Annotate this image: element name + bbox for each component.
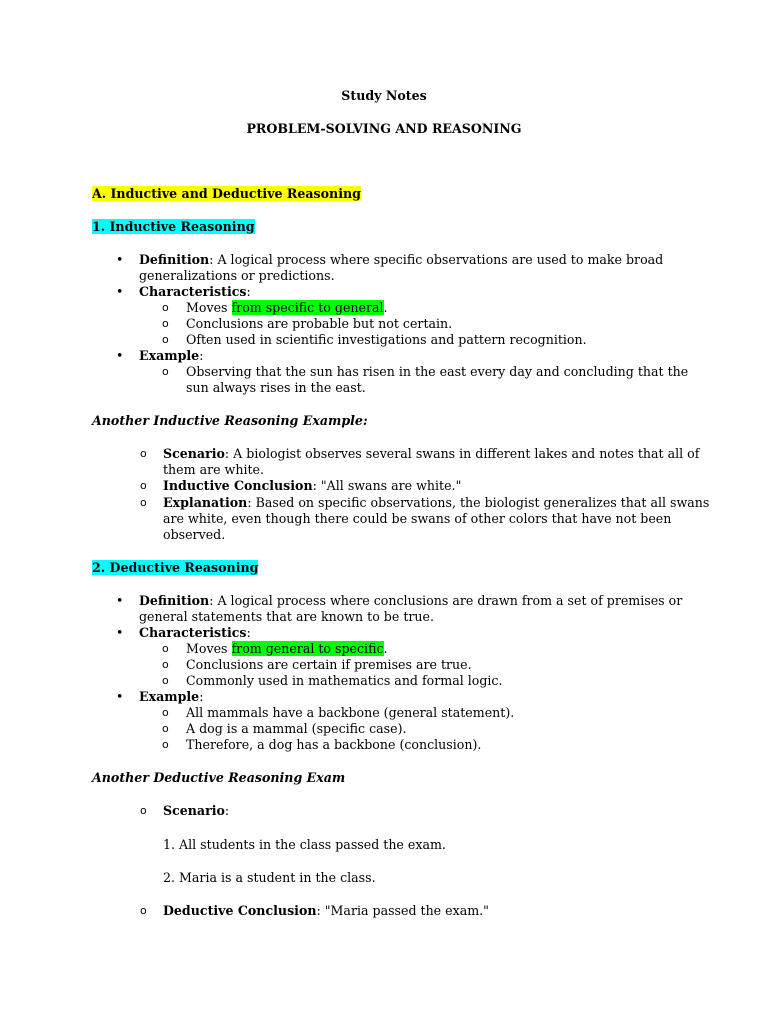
deductive-example-1: All mammals have a backbone (general statement).: [186, 705, 515, 720]
inductive-explanation-cont2: observed.: [163, 527, 226, 542]
inductive-scenario: Scenario: A biologist observes several swans in different lakes and notes that all of: [163, 446, 700, 461]
circle-bullet-icon: o: [162, 301, 169, 314]
inductive-explanation: Explanation: Based on specific observations, the biologist generalizes that all swans: [163, 495, 710, 510]
bullet-icon: •: [116, 689, 124, 704]
circle-bullet-icon: o: [162, 317, 169, 330]
circle-bullet-icon: o: [140, 447, 147, 460]
deductive-scenario-item-1: 1. All students in the class passed the exam.: [163, 837, 446, 852]
inductive-example: Example:: [139, 348, 204, 363]
deductive-definition-cont: general statements that are known to be true.: [139, 609, 434, 624]
inductive-heading: 1. Inductive Reasoning: [92, 219, 255, 234]
circle-bullet-icon: o: [140, 479, 147, 492]
circle-bullet-icon: o: [140, 496, 147, 509]
inductive-char-moves: Moves from specific to general.: [186, 300, 388, 315]
another-deductive-heading: Another Deductive Reasoning Exam: [92, 770, 346, 785]
deductive-example-3: Therefore, a dog has a backbone (conclusion).: [186, 737, 482, 752]
circle-bullet-icon: o: [162, 738, 169, 751]
deductive-scenario: Scenario:: [163, 803, 230, 818]
bullet-icon: •: [116, 348, 124, 363]
deductive-char-2: Conclusions are certain if premises are true.: [186, 657, 472, 672]
deductive-conclusion: Deductive Conclusion: "Maria passed the exam.": [163, 903, 489, 918]
circle-bullet-icon: o: [140, 904, 147, 917]
deductive-definition: Definition: A logical process where conclusions are drawn from a set of premises or: [139, 593, 683, 608]
deductive-char-3: Commonly used in mathematics and formal logic.: [186, 673, 503, 688]
circle-bullet-icon: o: [162, 333, 169, 346]
deductive-heading: 2. Deductive Reasoning: [92, 560, 259, 575]
bullet-icon: •: [116, 625, 124, 640]
inductive-explanation-cont: are white, even though there could be swans of other colors that have not been: [163, 511, 672, 526]
inductive-conclusion: Inductive Conclusion: "All swans are white.": [163, 478, 462, 493]
inductive-example-1-cont: sun always rises in the east.: [186, 380, 366, 395]
circle-bullet-icon: o: [162, 706, 169, 719]
inductive-example-1: Observing that the sun has risen in the east every day and concluding that the: [186, 364, 689, 379]
inductive-characteristics: Characteristics:: [139, 284, 251, 299]
circle-bullet-icon: o: [162, 722, 169, 735]
deductive-scenario-item-2: 2. Maria is a student in the class.: [163, 870, 376, 885]
deductive-example-2: A dog is a mammal (specific case).: [186, 721, 407, 736]
bullet-icon: •: [116, 593, 124, 608]
inductive-definition: Definition: A logical process where specific observations are used to make broad: [139, 252, 664, 267]
doc-subtitle: PROBLEM-SOLVING AND REASONING: [246, 121, 522, 136]
deductive-characteristics: Characteristics:: [139, 625, 251, 640]
inductive-char-2: Conclusions are probable but not certain.: [186, 316, 453, 331]
bullet-icon: •: [116, 252, 124, 267]
circle-bullet-icon: o: [162, 365, 169, 378]
deductive-example: Example:: [139, 689, 204, 704]
circle-bullet-icon: o: [162, 674, 169, 687]
bullet-icon: •: [116, 284, 124, 299]
inductive-char-3: Often used in scientific investigations and pattern recognition.: [186, 332, 587, 347]
circle-bullet-icon: o: [162, 642, 169, 655]
another-inductive-heading: Another Inductive Reasoning Example:: [92, 413, 368, 428]
inductive-definition-cont: generalizations or predictions.: [139, 268, 335, 283]
circle-bullet-icon: o: [140, 804, 147, 817]
section-a-heading: A. Inductive and Deductive Reasoning: [92, 186, 361, 201]
doc-title: Study Notes: [341, 88, 427, 103]
deductive-char-moves: Moves from general to specific.: [186, 641, 388, 656]
circle-bullet-icon: o: [162, 658, 169, 671]
inductive-scenario-cont: them are white.: [163, 462, 264, 477]
